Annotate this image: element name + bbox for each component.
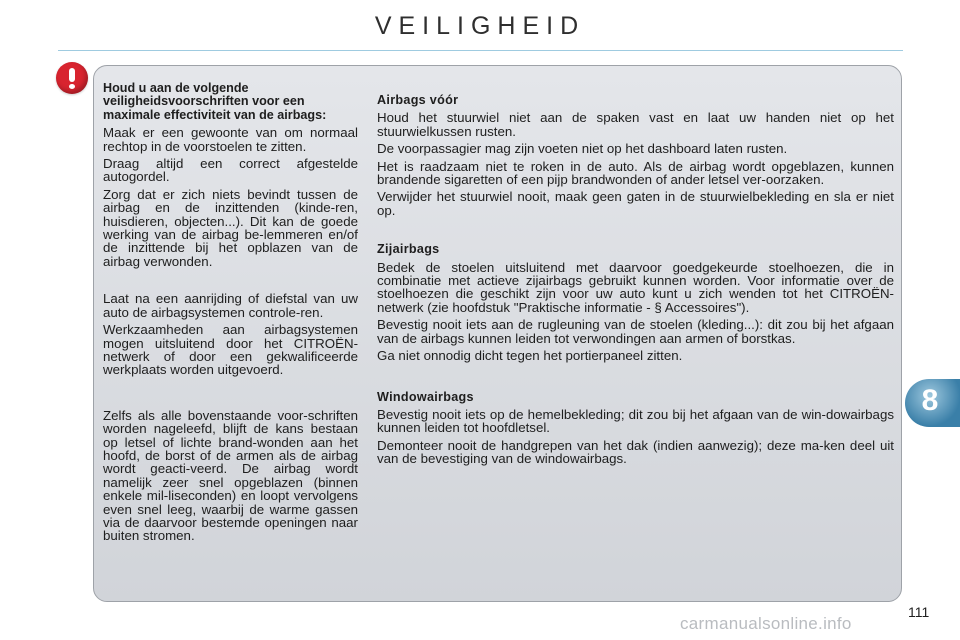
left-paragraph: Maak er een gewoonte van om normaal rechtop in de voorstoelen te zitten. bbox=[103, 125, 358, 154]
page-title: VEILIGHEID bbox=[374, 12, 586, 40]
section-paragraph: Bedek de stoelen uitsluitend met daarvoor goedgekeurde stoelhoezen, die in combinatie met actieve zijairbags gebruikt kunnen worden. Voor informatie over de stoelhoezen die geschikt zijn voor uw auto kunt u zich wenden tot het CITROËN-netwerk (zie hoofdstuk "Praktische informatie - § Accessoires"). bbox=[377, 259, 894, 315]
watermark: carmanualsonline.info bbox=[680, 614, 852, 633]
title-divider bbox=[58, 50, 903, 51]
chapter-tab bbox=[905, 379, 960, 427]
section-title-front-airbags: Airbags vóór bbox=[377, 93, 459, 107]
right-column bbox=[377, 94, 894, 470]
section-paragraph: Verwijder het stuurwiel nooit, maak geen gaten in de stuurwielbekleding en sla er niet op. bbox=[377, 189, 894, 218]
left-heading: Houd u aan de volgende veiligheidsvoorschriften voor een maximale effectiviteit van de airbags: bbox=[103, 81, 327, 122]
left-paragraph: Zorg dat er zich niets bevindt tussen de airbag en de inzittenden (kinde-ren, huisdieren, objecten...). Dit kan de goede werking van de airbag be-lemmeren en/of de inzittende bij het opblazen van de airbag verwonden. bbox=[103, 186, 358, 269]
exclamation-circle-icon bbox=[56, 62, 88, 94]
page-number: 111 bbox=[908, 604, 930, 620]
left-column bbox=[103, 82, 358, 547]
section-paragraph: Het is raadzaam niet te roken in de auto. Als de airbag wordt opgeblazen, kunnen brandende sigaretten of een pijp brandwonden of ander letsel ver-oorzaken. bbox=[377, 158, 894, 188]
left-paragraph: Laat na een aanrijding of diefstal van uw auto de airbagsystemen controle-ren. bbox=[103, 291, 358, 320]
chapter-number: 8 bbox=[921, 384, 939, 417]
left-paragraph: Werkzaamheden aan airbagsystemen mogen uitsluitend door het CITROËN-netwerk of door een gekwalificeerde werkplaats worden uitgevoerd. bbox=[103, 322, 358, 378]
section-paragraph: De voorpassagier mag zijn voeten niet op het dashboard laten rusten. bbox=[377, 141, 788, 157]
section-paragraph: Demonteer nooit de handgrepen van het dak (indien aanwezig); deze ma-ken deel uit van de bevestiging van de windowairbags. bbox=[377, 437, 894, 467]
section-paragraph: Bevestig nooit iets aan de rugleuning van de stoelen (kleding...): dit zou bij het afgaan van de airbags kunnen leiden tot verwondingen aan armen of borstkas. bbox=[377, 317, 894, 346]
left-paragraph: Zelfs als alle bovenstaande voor-schriften worden nageleefd, blijft de kans bestaan op letsel of lichte brand-wonden aan het hoofd, de borst of de armen als de airbag wordt geacti-veerd. De airbag wordt namelijk zeer snel opgeblazen (binnen enkele mil-liseconden) en loopt vervolgens even snel leeg, waarbij de warme gassen via de daarvoor bestemde openingen naar buiten stromen. bbox=[103, 407, 358, 544]
section-title-side-airbags: Zijairbags bbox=[377, 242, 440, 257]
section-paragraph: Bevestig nooit iets op de hemelbekleding; dit zou bij het afgaan van de win-dowairbags kunnen leiden tot hoofdletsel. bbox=[377, 406, 894, 436]
section-paragraph: Houd het stuurwiel niet aan de spaken vast en laat uw handen niet op het stuurwielkussen rusten. bbox=[377, 110, 894, 139]
left-paragraph: Draag altijd een correct afgestelde autogordel. bbox=[103, 156, 358, 185]
section-title-window-airbags: Windowairbags bbox=[377, 389, 474, 404]
section-paragraph: Ga niet onnodig dicht tegen het portierpaneel zitten. bbox=[377, 348, 683, 364]
